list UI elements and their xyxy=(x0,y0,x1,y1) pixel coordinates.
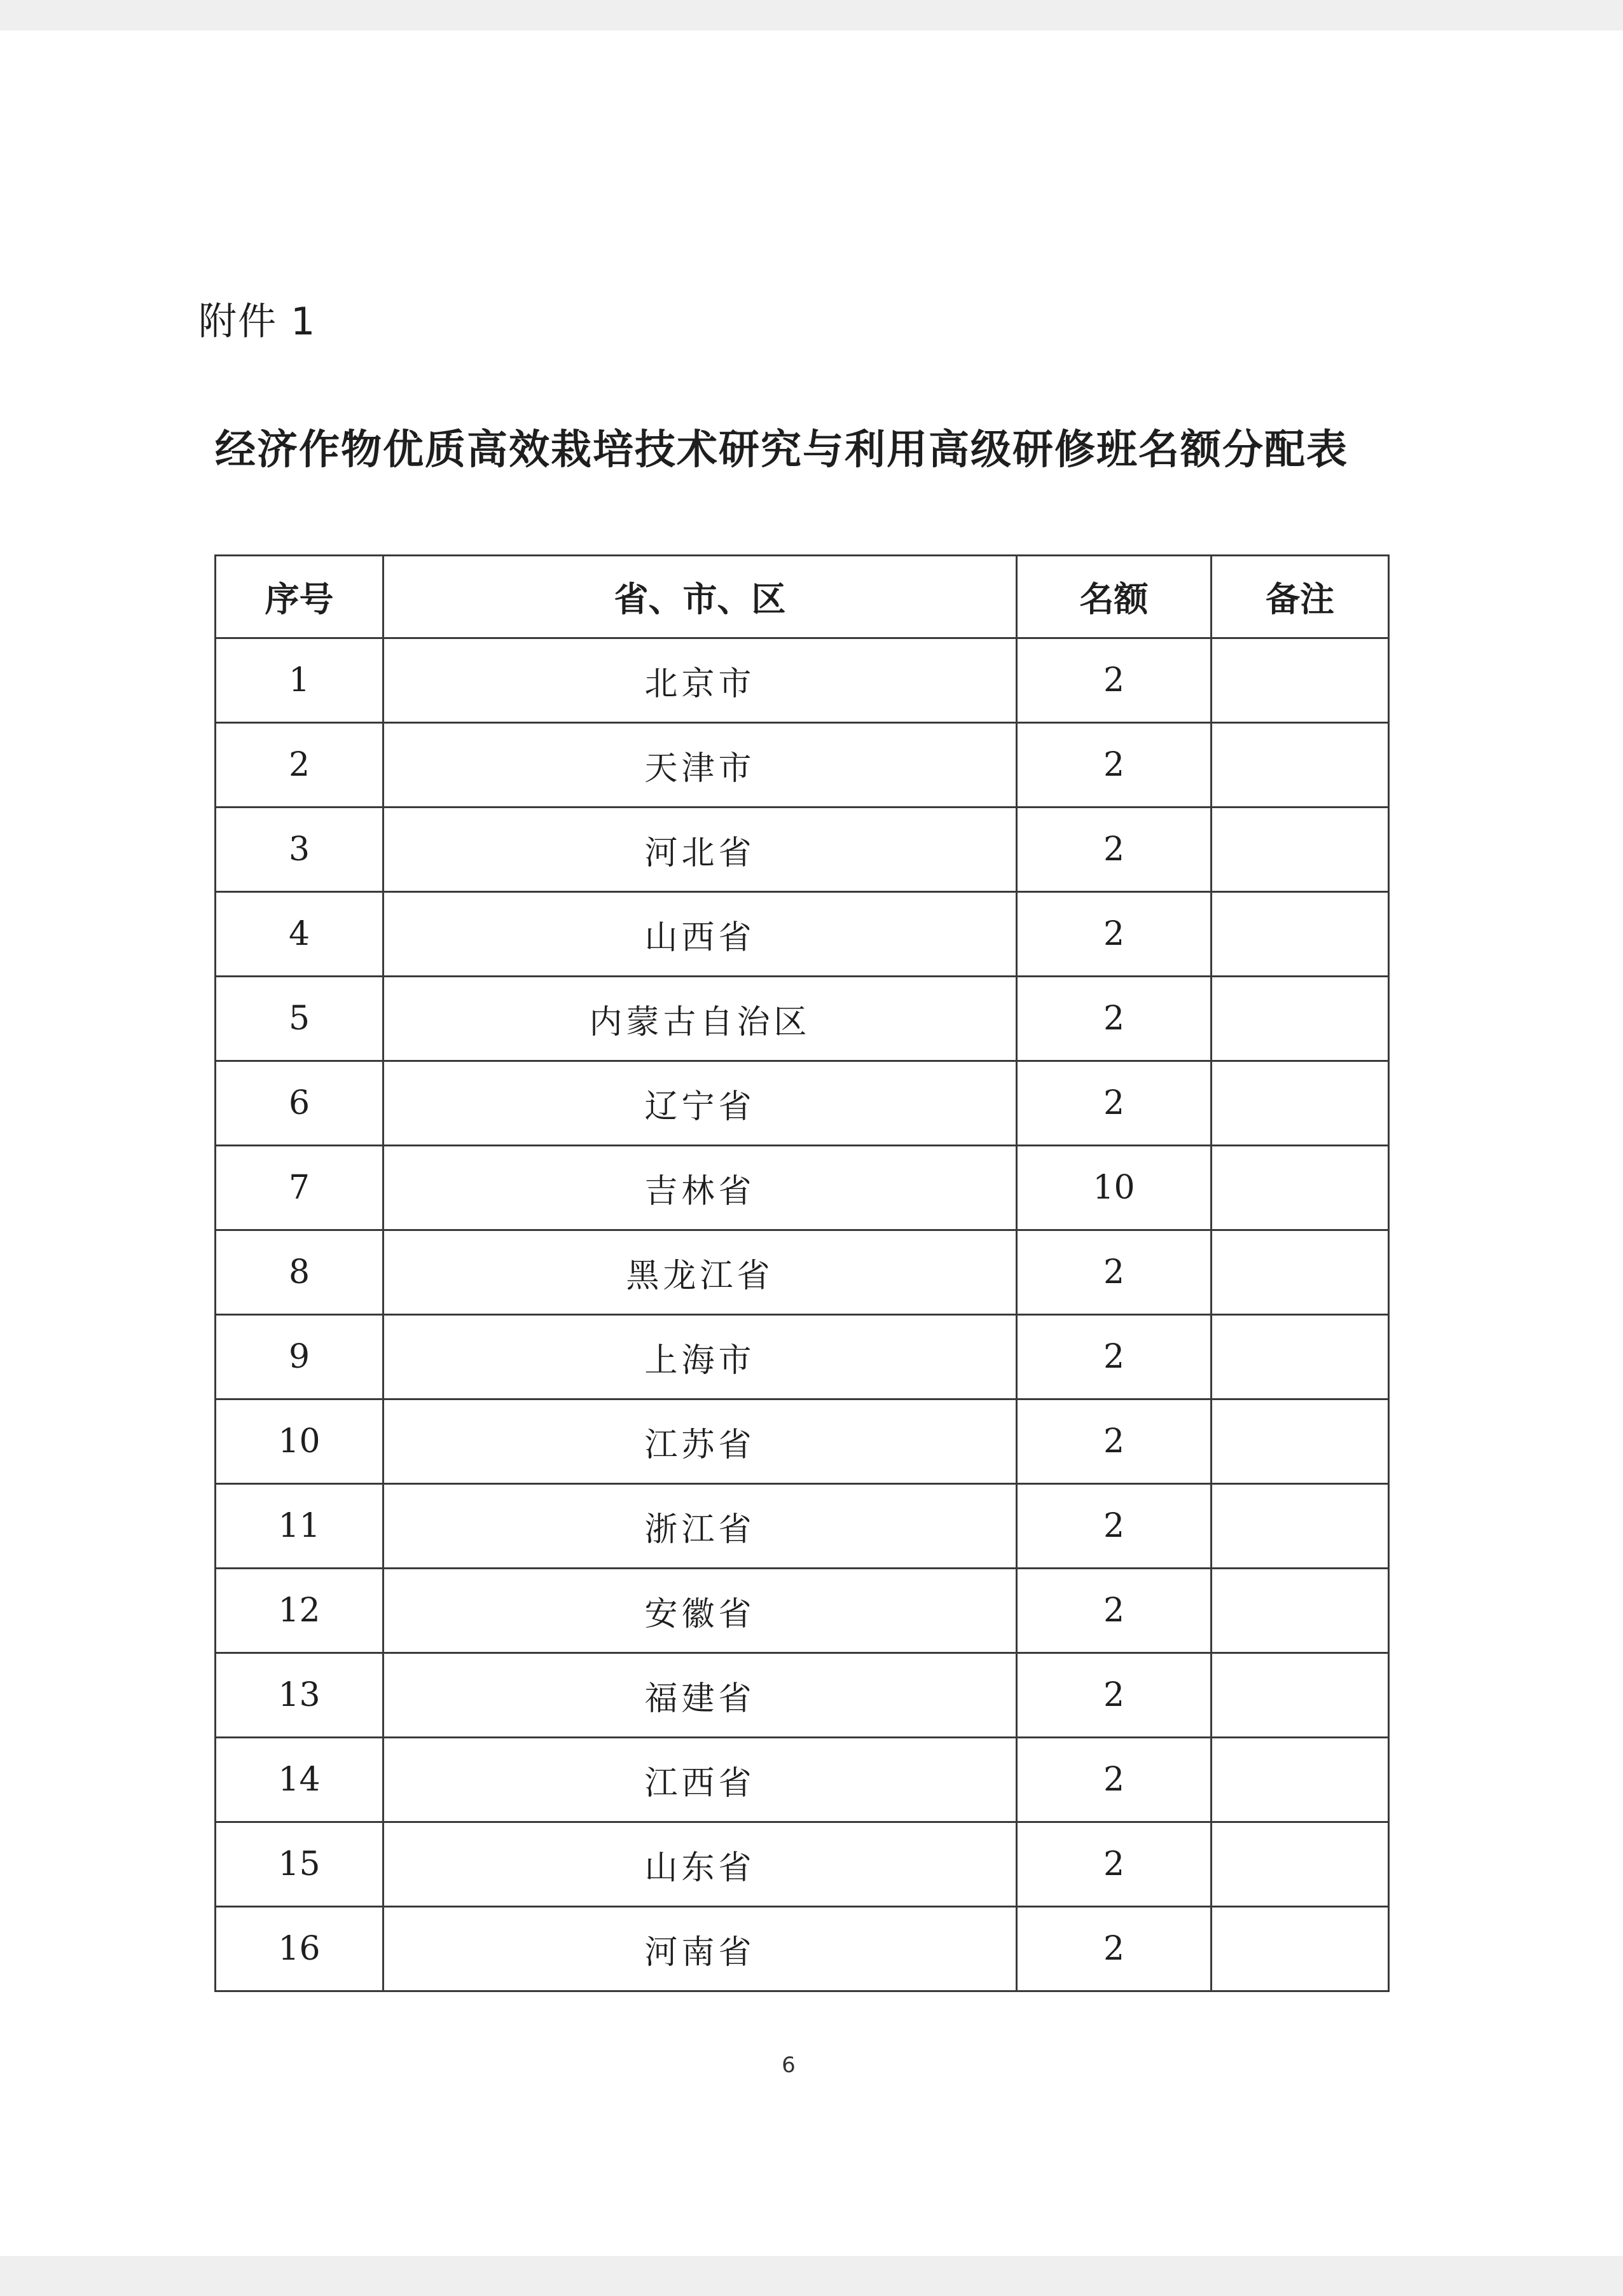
header-region: 省、市、区 xyxy=(383,556,1017,638)
cell-quota: 2 xyxy=(1017,1822,1212,1907)
cell-quota: 2 xyxy=(1017,808,1212,892)
cell-region: 北京市 xyxy=(383,638,1017,723)
cell-note xyxy=(1212,1230,1389,1315)
cell-note xyxy=(1212,1822,1389,1907)
cell-note xyxy=(1212,1569,1389,1653)
table-row xyxy=(216,808,1389,892)
cell-seq: 10 xyxy=(216,1399,383,1484)
cell-note xyxy=(1212,1484,1389,1569)
table-row xyxy=(216,1315,1389,1399)
table-row xyxy=(216,1822,1389,1907)
cell-note xyxy=(1212,1315,1389,1399)
cell-note xyxy=(1212,1399,1389,1484)
document-page xyxy=(0,31,1623,2256)
table-row xyxy=(216,1061,1389,1146)
cell-seq: 8 xyxy=(216,1230,383,1315)
cell-seq: 2 xyxy=(216,723,383,808)
table-row xyxy=(216,638,1389,723)
table-row xyxy=(216,892,1389,977)
table-row xyxy=(216,1738,1389,1822)
cell-quota: 2 xyxy=(1017,1653,1212,1738)
cell-seq: 7 xyxy=(216,1146,383,1230)
cell-region: 河北省 xyxy=(383,808,1017,892)
cell-quota: 2 xyxy=(1017,1399,1212,1484)
cell-quota: 2 xyxy=(1017,1907,1212,1991)
cell-seq: 15 xyxy=(216,1822,383,1907)
table-row xyxy=(216,1653,1389,1738)
cell-note xyxy=(1212,1653,1389,1738)
header-note: 备注 xyxy=(1212,556,1389,638)
cell-note xyxy=(1212,1061,1389,1146)
header-quota: 名额 xyxy=(1017,556,1212,638)
cell-note xyxy=(1212,723,1389,808)
document-title: 经济作物优质高效栽培技术研究与利用高级研修班名额分配表 xyxy=(215,426,1348,474)
cell-quota: 2 xyxy=(1017,1484,1212,1569)
cell-seq: 5 xyxy=(216,977,383,1061)
table-row xyxy=(216,723,1389,808)
table-row xyxy=(216,1907,1389,1991)
table-header-row xyxy=(216,556,1389,638)
cell-region: 安徽省 xyxy=(383,1569,1017,1653)
cell-note xyxy=(1212,892,1389,977)
cell-seq: 3 xyxy=(216,808,383,892)
cell-region: 江西省 xyxy=(383,1738,1017,1822)
cell-region: 山东省 xyxy=(383,1822,1017,1907)
header-seq: 序号 xyxy=(216,556,383,638)
cell-seq: 14 xyxy=(216,1738,383,1822)
cell-note xyxy=(1212,808,1389,892)
table-row xyxy=(216,1399,1389,1484)
cell-quota: 2 xyxy=(1017,1569,1212,1653)
cell-region: 山西省 xyxy=(383,892,1017,977)
cell-quota: 2 xyxy=(1017,1061,1212,1146)
cell-note xyxy=(1212,1738,1389,1822)
cell-quota: 2 xyxy=(1017,1230,1212,1315)
cell-seq: 16 xyxy=(216,1907,383,1991)
cell-seq: 1 xyxy=(216,638,383,723)
cell-quota: 2 xyxy=(1017,638,1212,723)
cell-note xyxy=(1212,1907,1389,1991)
cell-region: 河南省 xyxy=(383,1907,1017,1991)
cell-seq: 13 xyxy=(216,1653,383,1738)
cell-seq: 11 xyxy=(216,1484,383,1569)
table-row xyxy=(216,1569,1389,1653)
cell-quota: 2 xyxy=(1017,977,1212,1061)
cell-note xyxy=(1212,977,1389,1061)
cell-region: 辽宁省 xyxy=(383,1061,1017,1146)
table-body xyxy=(216,638,1389,1991)
cell-region: 内蒙古自治区 xyxy=(383,977,1017,1061)
cell-quota: 2 xyxy=(1017,723,1212,808)
cell-region: 黑龙江省 xyxy=(383,1230,1017,1315)
table-row xyxy=(216,1146,1389,1230)
table-row xyxy=(216,1484,1389,1569)
cell-region: 江苏省 xyxy=(383,1399,1017,1484)
quota-allocation-table xyxy=(214,554,1390,1992)
table-row xyxy=(216,1230,1389,1315)
table-row xyxy=(216,977,1389,1061)
cell-seq: 6 xyxy=(216,1061,383,1146)
attachment-label: 附件 1 xyxy=(198,299,317,344)
cell-note xyxy=(1212,1146,1389,1230)
cell-quota: 10 xyxy=(1017,1146,1212,1230)
cell-seq: 9 xyxy=(216,1315,383,1399)
cell-region: 浙江省 xyxy=(383,1484,1017,1569)
cell-quota: 2 xyxy=(1017,1738,1212,1822)
page-number: 6 xyxy=(782,2052,796,2078)
cell-seq: 12 xyxy=(216,1569,383,1653)
cell-region: 吉林省 xyxy=(383,1146,1017,1230)
cell-seq: 4 xyxy=(216,892,383,977)
cell-quota: 2 xyxy=(1017,892,1212,977)
cell-region: 上海市 xyxy=(383,1315,1017,1399)
cell-region: 天津市 xyxy=(383,723,1017,808)
cell-region: 福建省 xyxy=(383,1653,1017,1738)
cell-quota: 2 xyxy=(1017,1315,1212,1399)
cell-note xyxy=(1212,638,1389,723)
